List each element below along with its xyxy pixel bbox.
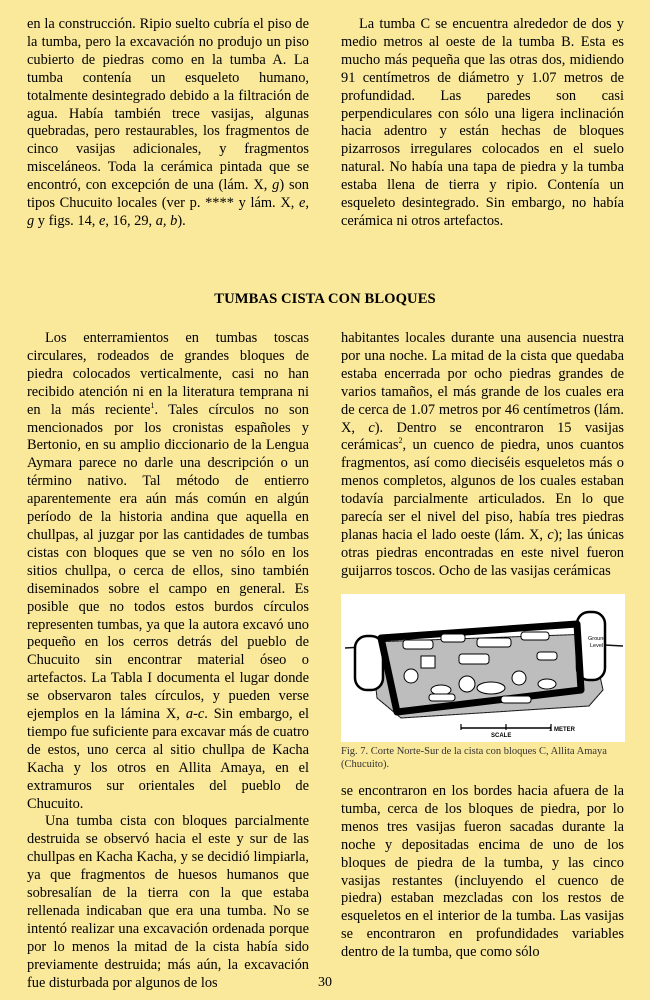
bone (521, 632, 549, 640)
figure-7-tomb-section-drawing (341, 594, 625, 742)
italic-ref: e (98, 212, 106, 229)
bone (501, 696, 531, 703)
footnote-ref[interactable]: 1 (150, 400, 155, 410)
text-run: . Tales círculos no son mencionados por los cronistas españoles y Bertonio, en su amplio diccionario de la Lengua Aymara parece no darle una descripción o un término nativo. Tal método de entierro aparentemente era aún más común en algún período de la historia andina que aquella en chullpas, al juzgar por las cantidades de tumbas cistas con bloques que se ven no sólo en los sitios chullpa, o cerca de ellos, sino también diseminados sobre el campo en general. Es posible que no todos estos burdos círculos representen tumbas, ya que la autora excavó uno pequeño en los cerros detrás del pueblo de Chucuito sin encontrar material óseo o artefactos. La Tabla I documenta el lugar donde se observaron tales círculos, y pueden verse ejemplos en la lámina X, (27, 401, 309, 723)
bone (459, 654, 489, 664)
bottom-left-column (27, 330, 309, 993)
italic-ref: a-c (185, 706, 205, 723)
text-run: Los enterramientos en tumbas toscas circulares, rodeados de grandes bloques de piedra colocados verticalmente, casi no han recibido atención ni en la literatura temprana ni en la más reciente (27, 330, 309, 418)
meter-label: 1 METER (549, 727, 576, 733)
text-run: ) son tipos Chucuito locales (ver p. **** y lám. X, (27, 177, 309, 212)
paragraph: se encontraron en los bordes hacia afuera de la tumba, cerca de los bloques de piedra, por lo menos tres vasijas fueron sacadas durante la noche y depositadas encima de uno de los bloques de piedra de la tumba, y las cinco vasijas restantes (incluyendo el cuenco de piedra) estaban mezcladas con los restos de esqueletos en el interior de la tumba. Las vasijas se encontraron en profundidades variables dentro de la tumba, que como sólo (341, 783, 624, 961)
text-run: ). Dentro se encontraron 15 vasijas cerámicas (341, 419, 624, 454)
paragraph (27, 16, 309, 231)
text-run: habitantes locales durante una ausencia nuestra por una noche. La mitad de la cista que quedaba estaba encerrada por ocho piedras grandes de varios tamaños, el más grande de los cuales era de cerca de 1.07 metros por 46 centímetros (lám. X, (341, 330, 624, 436)
footnote-ref[interactable]: 2 (398, 436, 403, 446)
bottom-right-column-upper (341, 330, 624, 581)
text-run: ); las únicas otras piedras encontradas en este nivel fueron guijarros toscos. Ocho de las vasijas cerámicas (341, 526, 624, 579)
figure-caption: Fig. 7. Corte Norte-Sur de la cista con bloques C, Allita Amaya (Chucuito). (341, 746, 607, 770)
paragraph: Una tumba cista con bloques parcialmente destruida se observó hacia el este y sur de las chullpas en Kacha Kacha, y se decidió limpiarla, ya que fragmentos de huesos humanos que sobresalían de la tierra con la que estaba rellenada indicaban que era una tumba. No se intentó realizar una excavación ordenada porque por lo menos la mitad de la cista había sido previamente destruida; más aún, la excavación fue disturbada por algunos de los (27, 813, 309, 991)
italic-ref: g (272, 177, 280, 194)
text-run: , 16, 29, (105, 212, 156, 229)
italic-ref: a, b (155, 212, 178, 229)
text-run: y figs. 14, (34, 212, 99, 229)
paragraph: La tumba C se encuentra alrededor de dos y medio metros al oeste de la tumba B. Esta es mucho más pequeña que las otras dos, midiendo 91 centímetros de diámetro y 1.07 metros de profundidad. Las paredes son casi perpendiculares con sólo una ligera inclinación hacia adentro y están hechas de bloques pizarrosos irregulares colocados en el suelo natural. No había una tapa de piedra y la tumba estaba llena de tierra y ripio. Contenía un esqueleto desintegrado. Sin embargo, no había cerámica ni otros artefactos. (341, 16, 624, 229)
top-left-column (27, 16, 309, 231)
scale-label: SCALE (491, 733, 512, 739)
skull (404, 669, 418, 683)
paragraph (27, 330, 309, 813)
text-run: en la construcción. Ripio suelto cubría el piso de la tumba, pero la excavación no produjo un piso cubierto de piedras como en la tumba A. La tumba contenía un esqueleto humano, totalmente desintegrado debido a la filtración de agua. Había también trece vasijas, algunas quebradas, pero restaurables, los fragmentos de cinco vasijas adicionales, y fragmentos misceláneos. Toda la cerámica pintada que se encontró, con excepción de una (lám. X, (27, 16, 309, 194)
section-heading: TUMBAS CISTA CON BLOQUES (214, 291, 436, 307)
bone (477, 638, 511, 647)
ground-level-label: Ground (588, 636, 607, 642)
bottom-right-column-lower (341, 783, 624, 962)
text-run: . Sin embargo, el tiempo fue suficiente para excavar más de cuatro de estos, uno cerca al sitio chullpa de Kacha Kacha y los otros en Allita Amaya, en el extramuros sur orientales del pueblo de Chucuito. (27, 706, 309, 812)
paragraph (341, 330, 624, 581)
section-drawing (341, 594, 625, 742)
bone (429, 694, 455, 701)
vessel (477, 682, 505, 694)
italic-ref: c (368, 419, 375, 436)
bone (537, 652, 557, 660)
vessel (538, 679, 556, 689)
text-run: ). (177, 212, 186, 229)
skull (459, 676, 475, 692)
bone (403, 640, 433, 649)
italic-ref: e, g (27, 195, 309, 229)
page-number: 30 (318, 975, 332, 990)
bone (441, 634, 465, 642)
stone (421, 656, 435, 668)
ground-level-label: Level (590, 643, 604, 649)
text-run: , un cuenco de piedra, unos cuantos fragmentos, así como dieciséis esqueletos más o menos completos, algunos de los cuales estaban todavía parcialmente articulados. En lo que parecía ser el nivel del piso, había tres piedras planas hacia el lado oeste (lám. X, (341, 437, 624, 543)
top-right-column (341, 16, 624, 231)
italic-ref: c (547, 526, 554, 543)
skull (512, 671, 526, 685)
